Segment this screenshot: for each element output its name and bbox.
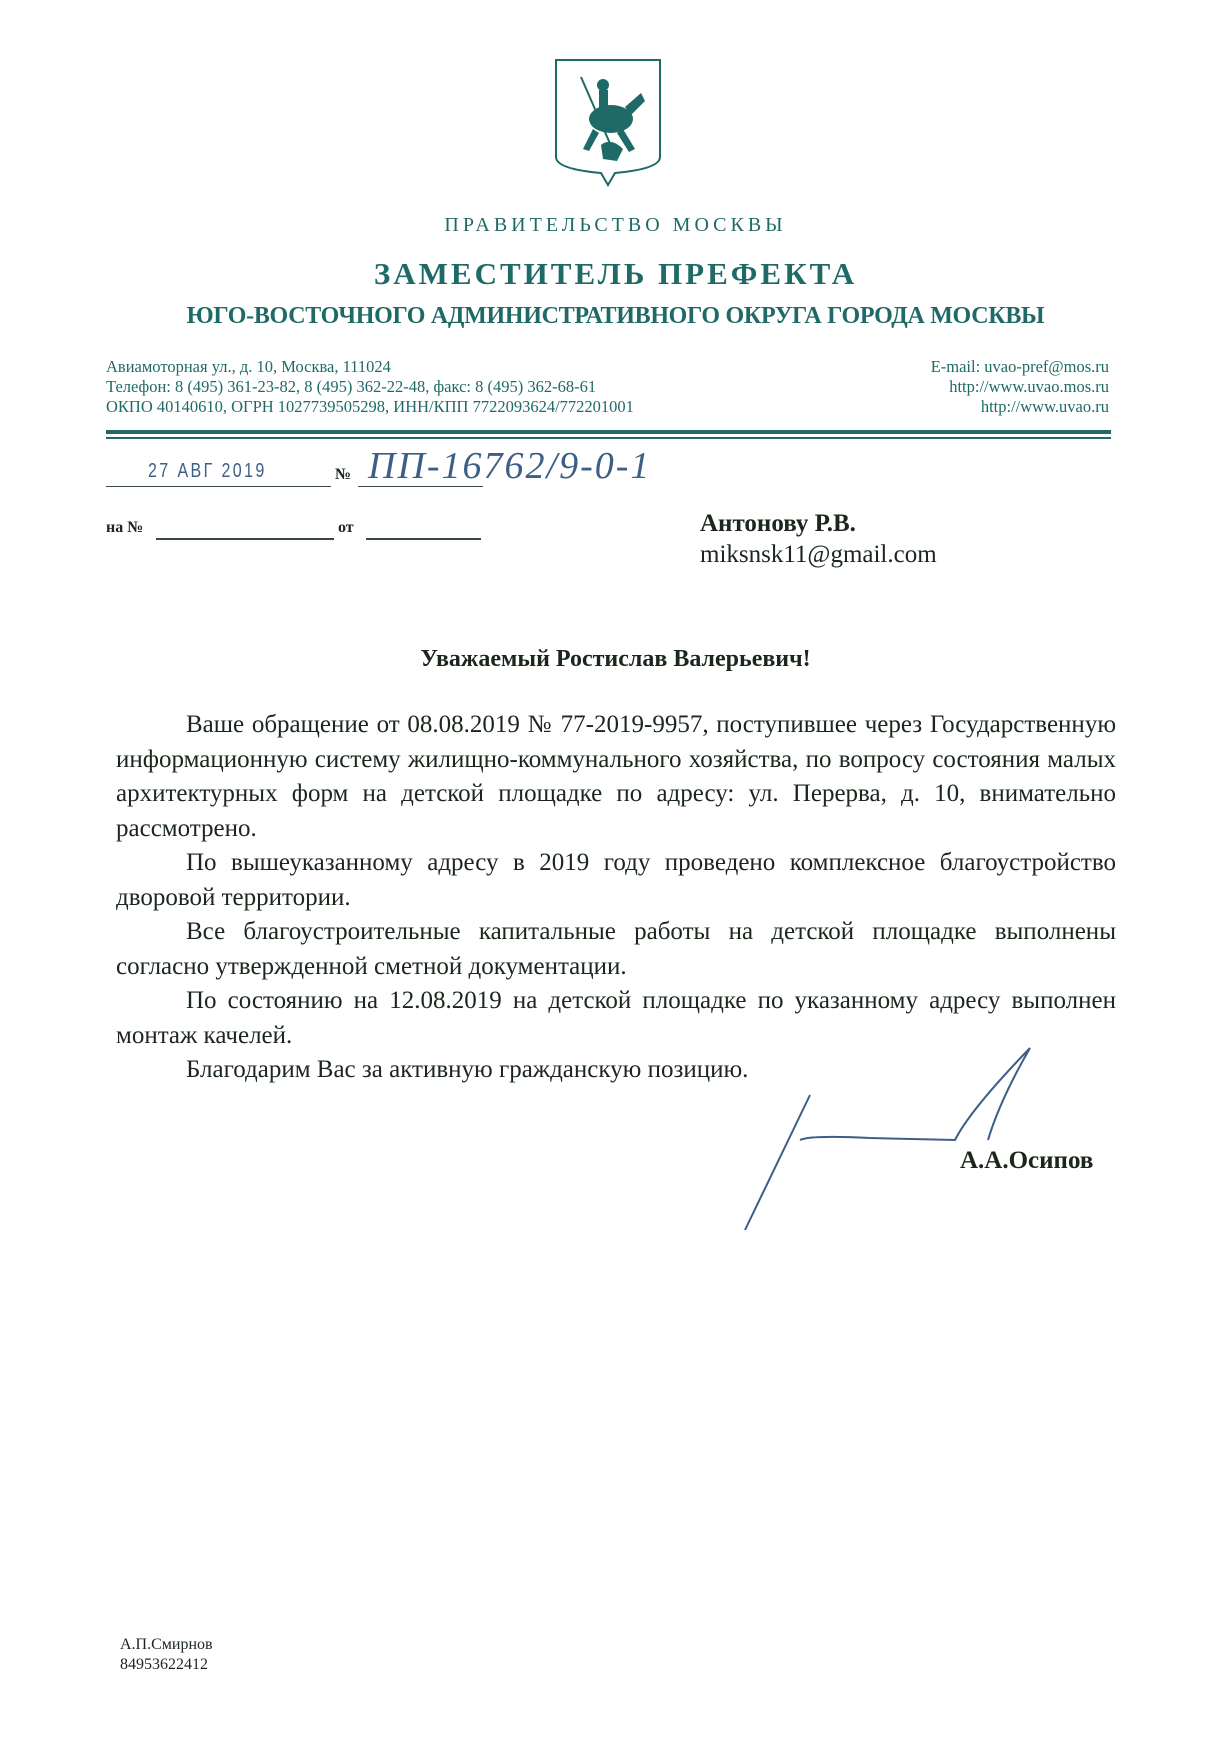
handwritten-signature bbox=[740, 1040, 1040, 1240]
phones: Телефон: 8 (495) 361-23-82, 8 (495) 362-22-48, факс: 8 (495) 362-68-61 bbox=[106, 377, 597, 396]
registry-codes: ОКПО 40140610, ОГРН 1027739505298, ИНН/КПП 7722093624/772201001 bbox=[106, 397, 634, 416]
reference-date-line bbox=[366, 538, 481, 540]
registration-number-label: № bbox=[335, 466, 352, 483]
reference-date-label: от bbox=[338, 519, 354, 536]
registration-date-stamp: 27 АВГ 2019 bbox=[148, 460, 267, 482]
executor-name: А.П.Смирнов bbox=[120, 1636, 213, 1653]
executor-info bbox=[120, 1635, 213, 1675]
registration-number-handwritten: ПП-16762/9-0-1 bbox=[368, 445, 652, 487]
moscow-coat-of-arms-icon bbox=[553, 57, 663, 187]
contact-email: E-mail: uvao-pref@mos.ru bbox=[930, 357, 1109, 376]
letterhead-address-block bbox=[106, 357, 634, 417]
reference-number-label: на № bbox=[106, 519, 144, 536]
header-divider bbox=[106, 430, 1111, 434]
website-link: http://www.uvao.ru bbox=[980, 397, 1109, 416]
recipient-name: Антонову Р.В. bbox=[700, 510, 856, 537]
signer-name: А.А.Осипов bbox=[960, 1147, 1094, 1174]
government-name: ПРАВИТЕЛЬСТВО МОСКВЫ bbox=[444, 214, 787, 236]
letterhead-subtitle: ЮГО-ВОСТОЧНОГО АДМИНИСТРАТИВНОГО ОКРУГА ГОРОДА МОСКВЫ bbox=[186, 303, 1045, 329]
executor-phone: 84953622412 bbox=[120, 1656, 208, 1673]
letterhead-title: ЗАМЕСТИТЕЛЬ ПРЕФЕКТА bbox=[373, 256, 858, 291]
letterhead-contacts bbox=[931, 357, 1109, 417]
recipient-email: miksnsk11@gmail.com bbox=[700, 541, 937, 568]
paragraph: По вышеуказанному адресу в 2019 году проведено комплексное благоустройство дворовой территории. bbox=[116, 849, 1116, 911]
salutation: Уважаемый Ростислав Валерьевич! bbox=[420, 646, 811, 672]
paragraph: Ваше обращение от 08.08.2019 № 77-2019-9957, поступившее через Государственную информационную систему жилищно-коммунального хозяйства, по вопросу состояния малых архитектурных форм на детской площадке по адресу: ул. Перерва, д. 10, внимательно рассмотрено. bbox=[116, 711, 1116, 842]
reference-number-line bbox=[156, 538, 334, 540]
paragraph: Все благоустроительные капитальные работы на детской площадке выполнены согласно утвержденной сметной документации. bbox=[116, 918, 1116, 980]
date-line bbox=[106, 486, 331, 487]
header-divider bbox=[106, 437, 1111, 439]
letter-body bbox=[116, 708, 1116, 1088]
address: Авиамоторная ул., д. 10, Москва, 111024 bbox=[106, 357, 391, 376]
website-link: http://www.uvao.mos.ru bbox=[949, 377, 1109, 396]
paragraph: По состоянию на 12.08.2019 на детской площадке по указанному адресу выполнен монтаж качелей. bbox=[116, 987, 1116, 1049]
paragraph: Благодарим Вас за активную гражданскую позицию. bbox=[186, 1056, 749, 1083]
